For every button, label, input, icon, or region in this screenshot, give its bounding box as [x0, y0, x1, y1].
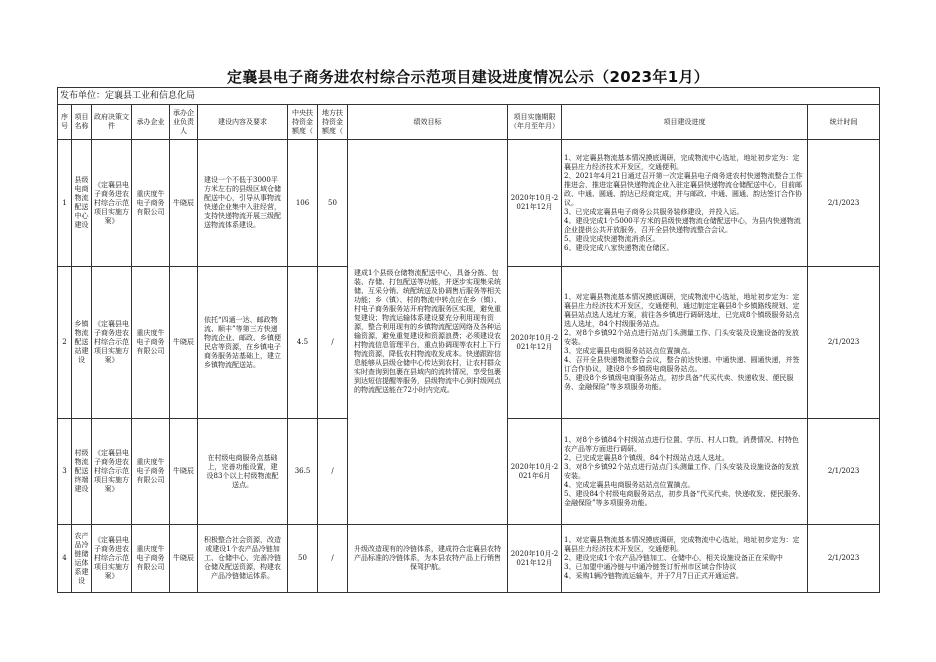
row-content: 积极整合社会资源，改造或建设1个农产品冷链加工、仓储中心，完善冷链仓储及配送资源，构建农产品冷链储运体系。 [198, 525, 288, 593]
row-local: 50 [318, 140, 348, 267]
row-progress: 1、对定襄县物流基本情况摸底调研，完成物流中心选址，地址初步定为：定襄县庄力经济技术开发区，交通便利。 2、建设完成1个农产品冷链加工、仓储中心，相关设施设备正在采购中 3、已加盟中通冷链与中通冷链签订忻州市区域合作协议 4、采购1辆冷链物流运输车，并于7月7日正式开通运营。 [562, 525, 808, 593]
header-goal: 绩效目标 [348, 105, 508, 140]
row-progress: 1、对定襄县物流基本情况摸底调研，完成物流中心选址，地址初步定为：定襄县庄力经济技术开发区，交通便利，通过制定定襄县8个乡镇路线规划、定襄县站点选人选址方案，前往各乡镇进行调研选址，已完成8个镇级服务站点选人选址，84个村级服务站点。 2、对8个乡镇92个站点进行站点门头测量工作、门头安装及设施设备的发放安装。 3、完成定襄县电商服务站站点位置摘点。 4、召开全县快递物流整合会议，整合前达快递、中通快递、圆通快递，并签订合作协议，建设8个乡镇级电商服务站点。 5、建设8个乡镇级电商服务站点，初步具备“代买代卖、快递收发、便民服务、金融保险”等多项服务功能。 [562, 267, 808, 419]
row-seq: 3 [58, 419, 72, 525]
row-name: 农产品冷链储运体系建设 [72, 525, 92, 593]
row-local: / [318, 525, 348, 593]
row-seq: 1 [58, 140, 72, 267]
row-name: 村级物流配送终端建设 [72, 419, 92, 525]
row-name: 乡镇物流配送站建设 [72, 267, 92, 419]
row-period: 2020年10月-2021年12月 [508, 267, 562, 419]
row-owner: 牛晓辰 [170, 267, 198, 419]
header-name: 项目名称 [72, 105, 92, 140]
row-policy: 《定襄县电子商务进农村综合示范项目实施方案》 [92, 419, 132, 525]
header-company: 承办企业 [132, 105, 170, 140]
row-date: 2/1/2023 [808, 525, 880, 593]
header-date: 统计时间 [808, 105, 880, 140]
row-period: 2020年10月-2021年6月 [508, 419, 562, 525]
row-central: 36.5 [288, 419, 318, 525]
header-central: 中央扶持资金额度（ [288, 105, 318, 140]
row-period: 2020年10月-2021年12月 [508, 140, 562, 267]
row-company: 重庆度牛电子商务有限公司 [132, 419, 170, 525]
row-date: 2/1/2023 [808, 419, 880, 525]
table-row [58, 140, 880, 267]
row-company: 重庆度牛电子商务有限公司 [132, 140, 170, 267]
row-company: 重庆度牛电子商务有限公司 [132, 525, 170, 593]
header-local: 地方扶持资金额度（ [318, 105, 348, 140]
row-progress: 1、对定襄县物流基本情况摸底调研，完成物流中心选址，地址初步定为：定襄县庄力经济技术开发区，交通便利。 2、2021年4月21日通过召开第一次定襄县电子商务进农村快递物流整合工作推进会，推进定襄县快递物流企业入驻定襄县快递物流仓储配送中心，目前邮政、中通、圆通、韵达已经商定成，并与邮政、中通、圆通、韵达签订合作协议。 3、已完成定襄县电子商务公共服务装修建设，并投入运。 4、建设完成1个5000平方米的县级快递物流仓储配送中心，为县内快递物流企业提供公共开放服务，召开全县快递物流整合会议。 5、建设完成快递物流消杀区。 6、建设完成八家快递物流仓储区。 [562, 140, 808, 267]
row-policy: 《定襄县电子商务进农村综合示范项目实施方案》 [92, 140, 132, 267]
header-row [58, 105, 880, 140]
row-content: 依托“四通一达、邮政物流、顺丰”等第三方快递物流企业、邮政、乡镇便民店等资源，在乡镇电子商务服务站基础上，建立乡镇物流配送站。 [198, 267, 288, 419]
row-local: / [318, 267, 348, 419]
row-policy: 《定襄县电子商务进农村综合示范项目实施方案》 [92, 525, 132, 593]
row-date: 2/1/2023 [808, 140, 880, 267]
header-policy: 政府决策文件 [92, 105, 132, 140]
row-owner: 牛晓辰 [170, 140, 198, 267]
row-content: 在村级电商服务点基础上，完善功能设置，建设83个以上村级物流配送点。 [198, 419, 288, 525]
row-goal-merged: 建成1个县级仓储物流配送中心，具备分拣、包装、存储、打包配送等功能，并逐步实现集采统储、互采分销、统配统送及协调售后服务等相关功能；乡（镇）、村的物流中转点应在乡（镇）、村电子商务服务站开府物流服务区实现，避免重复建设；物流运输体系建设要充分利用现有资源，整合利用现有的乡镇物流配送网络及各种运输资源，避免重复建设和资源浪费；必须建设农村物流信息管理平台，重点协调现等农村上下行物流资源，降低农村物流收发成本。快递跟踪信息能够从县级仓储中心传达到农村，让农村群众实时查询到包裹在县域内的流转情况，享受包裹到达短信提醒等服务，县级物流中心到村级网点的物流配送能在72小时内完成。 [348, 140, 508, 525]
row-seq: 2 [58, 267, 72, 419]
row-progress: 1、对8个乡镇84个村级站点进行位置、学历、村人口数，消费情况、村特色农产品等方面进行调研。 2、已完成定襄县8个镇级，84个村级站点选人选址。 3、对8个乡镇92个站点进行站点门头测量工作、门头安装及设施设备的发放安装。 4、完成定襄县电商服务站站点位置摘点。 5、建设84个村级电商服务站点，初步具备“代买代卖、快递收发、便民服务、金融保险”等多项服务功能。 [562, 419, 808, 525]
row-period: 2020年10月-2021年12月 [508, 525, 562, 593]
header-owner: 承办企业负责人 [170, 105, 198, 140]
row-goal: 升级改造现有的冷链体系，建成符合定襄县农特产品标准的冷链体系，为本县农特产品上行销售保驾护航。 [348, 525, 508, 593]
page-title: 定襄县电子商务进农村综合示范项目建设进度情况公示（2023年1月） [226, 68, 710, 86]
row-owner: 牛晓辰 [170, 419, 198, 525]
row-owner: 牛晓辰 [170, 525, 198, 593]
row-date: 2/1/2023 [808, 267, 880, 419]
row-local: / [318, 419, 348, 525]
row-company: 重庆度牛电子商务有限公司 [132, 267, 170, 419]
row-central: 106 [288, 140, 318, 267]
row-content: 建设一个不低于3000平方米左右的县级区域仓储配送中心，引导从事物流快递企业集中入驻经营，支持快递物流开展三级配送物流体系建设。 [198, 140, 288, 267]
progress-table [57, 87, 880, 593]
row-policy: 《定襄县电子商务进农村综合示范项目实施方案》 [92, 267, 132, 419]
table-row [58, 525, 880, 593]
row-name: 县级电商物流配送中心建设 [72, 140, 92, 267]
row-central: 50 [288, 525, 318, 593]
header-content: 建设内容及要求 [198, 105, 288, 140]
row-seq: 4 [58, 525, 72, 593]
header-seq: 序号 [58, 105, 72, 140]
publish-unit: 发布单位：定襄县工业和信息化局 [58, 88, 880, 105]
header-period: 项目实施期限（年月至年月） [508, 105, 562, 140]
row-central: 4.5 [288, 267, 318, 419]
header-progress: 项目建设进度 [562, 105, 808, 140]
